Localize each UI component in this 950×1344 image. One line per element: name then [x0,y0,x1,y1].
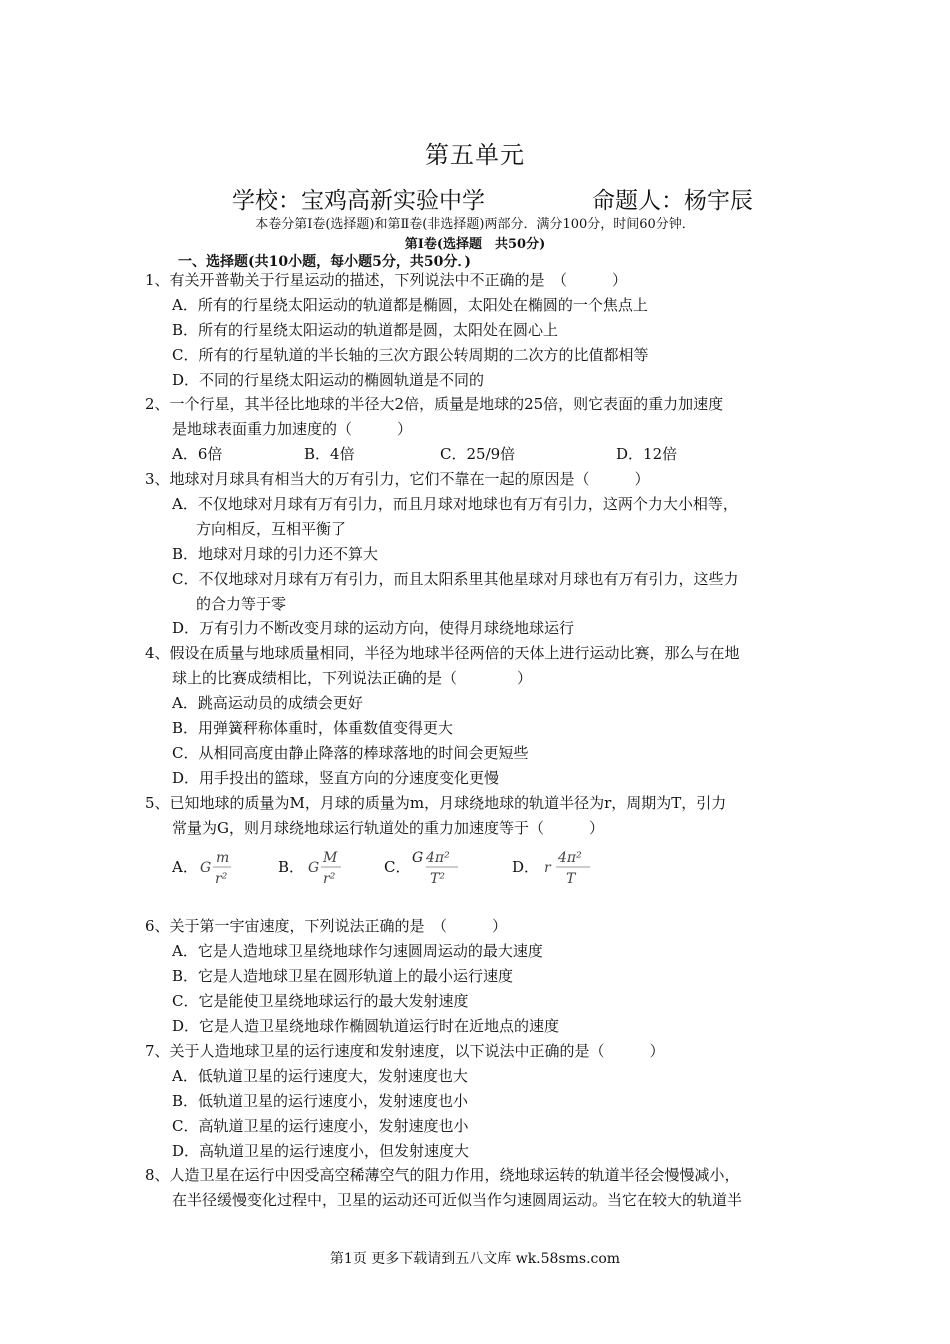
question-2-option-a: A．6倍 [172,445,223,464]
question-6-option-b: B．它是人造地球卫星在圆形轨道上的最小运行速度 [172,967,514,986]
question-3-option-c-cont: 的合力等于零 [196,594,287,613]
formula-a-num: m [216,850,230,867]
question-5-option-d-label: D． [512,858,540,877]
question-3-option-a-cont: 方向相反，互相平衡了 [196,519,347,538]
question-2-stem: 2、一个行星，其半径比地球的半径大2倍，质量是地球的25倍，则它表面的重力加速度 [145,395,724,414]
question-1-option-c: C．所有的行星轨道的半长轴的三次方跟公转周期的二次方的比值都相等 [172,345,649,364]
question-4-option-d: D．用手投出的篮球，竖直方向的分速度变化更慢 [172,768,500,787]
question-5-formula-b [306,848,346,898]
question-4-option-c: C．从相同高度由静止降落的棒球落地的时间会更短些 [172,743,529,762]
subtitle-row [232,182,753,215]
question-1-option-a: A．所有的行星绕太阳运动的轨道都是椭圆，太阳处在椭圆的一个焦点上 [172,295,648,314]
formula-b-coef: G [308,860,320,877]
question-8-stem: 8、人造卫星在运行中因受高空稀薄空气的阻力作用，绕地球运转的轨道半径会慢慢减小， [145,1166,740,1185]
question-4-stem-cont: 球上的比赛成绩相比，下列说法正确的是（ ） [172,669,533,688]
question-6-option-c: C．它是能使卫星绕地球运行的最大发射速度 [172,992,469,1011]
question-2-option-c: C．25/9倍 [440,445,516,464]
formula-d-coef: r [544,860,551,877]
page-footer: 第1页 更多下载请到五八文库 wk.58sms.com [329,1251,621,1267]
formula-c-coef: G [412,850,424,867]
question-7-option-d: D．高轨道卫星的运行速度小，但发射速度大 [172,1141,470,1160]
part-heading: 一、选择题(共10小题，每小题5分，共50分．) [178,254,471,270]
question-5-option-c-label: C． [384,858,411,877]
question-2-stem-cont: 是地球表面重力加速度的（ ） [172,420,413,439]
question-4-option-a: A．跳高运动员的成绩会更好 [172,694,363,713]
question-7-option-c: C．高轨道卫星的运行速度小，发射速度也小 [172,1116,469,1135]
question-1-option-d: D．不同的行星绕太阳运动的椭圆轨道是不同的 [172,370,485,389]
page-title: 第五单元 [425,141,525,169]
question-1-stem: 1、有关开普勒关于行星运动的描述，下列说法中不正确的是 （ ） [145,271,628,289]
formula-a-coef: G [200,860,212,877]
question-5-formula-d [542,848,598,898]
formula-c-den: T² [430,871,445,888]
question-6-option-a: A．它是人造地球卫星绕地球作匀速圆周运动的最大速度 [172,942,543,961]
question-3-stem: 3、地球对月球具有相当大的万有引力，它们不靠在一起的原因是（ ） [145,470,650,489]
question-5-options [140,844,810,914]
school-name: 学校：宝鸡高新实验中学 [232,188,485,214]
question-3-option-c: C．不仅地球对月球有万有引力，而且太阳系里其他星球对月球也有万有引力，这些力 [172,569,739,588]
formula-b-num: M [323,850,338,867]
question-6-stem: 6、关于第一宇宙速度，下列说法正确的是 （ ） [145,917,508,936]
question-3-option-a: A．不仅地球对月球有万有引力，而且月球对地球也有万有引力，这两个力大小相等， [172,495,738,514]
formula-d-den: T [566,871,576,888]
formula-d-num: 4π² [558,850,582,867]
question-2-options [140,442,810,467]
questions-body [140,268,810,1213]
formula-c-num: 4π² [426,850,450,867]
question-5-formula-a [198,848,238,898]
question-1-option-b: B．所有的行星绕太阳运动的轨道都是圆，太阳处在圆心上 [172,320,559,339]
question-5-stem: 5、已知地球的质量为M，月球的质量为m，月球绕地球的轨道半径为r，周期为T，引力 [145,793,727,812]
question-5-stem-cont: 常量为G，则月球绕地球运行轨道处的重力加速度等于（ ） [172,818,604,837]
question-3-option-d: D．万有引力不断改变月球的运动方向，使得月球绕地球运行 [172,619,575,638]
question-2-option-b: B．4倍 [304,445,355,464]
question-8-stem-cont: 在半径缓慢变化过程中，卫星的运动还可近似当作匀速圆周运动。当它在较大的轨道半 [172,1191,743,1210]
question-7-stem: 7、关于人造地球卫星的运行速度和发射速度，以下说法中正确的是（ ） [145,1041,665,1060]
question-5-option-a-label: A． [172,858,198,877]
formula-b-den: r² [323,871,336,888]
question-7-option-a: A．低轨道卫星的运行速度大，发射速度也大 [172,1066,468,1085]
author-name: 命题人：杨宇辰 [592,188,753,214]
question-5-formula-c [410,848,466,898]
question-7-option-b: B．低轨道卫星的运行速度小，发射速度也小 [172,1091,469,1110]
section-heading: 第Ⅰ卷(选择题 共50分) [404,237,546,252]
question-4-stem: 4、假设在质量与地球质量相同，半径为地球半径两倍的天体上进行运动比赛，那么与在地 [145,644,740,663]
question-5-option-b-label: B． [278,858,305,877]
question-2-option-d: D．12倍 [616,445,678,464]
question-4-option-b: B．用弹簧秤称体重时，体重数值变得更大 [172,719,454,738]
question-6-option-d: D．它是人造卫星绕地球作椭圆轨道运行时在近地点的速度 [172,1017,560,1036]
formula-a-den: r² [215,871,228,888]
question-3-option-b: B．地球对月球的引力还不算大 [172,544,379,563]
exam-description: 本卷分第Ⅰ卷(选择题)和第Ⅱ卷(非选择题)两部分．满分100分，时间60分钟． [255,217,695,232]
